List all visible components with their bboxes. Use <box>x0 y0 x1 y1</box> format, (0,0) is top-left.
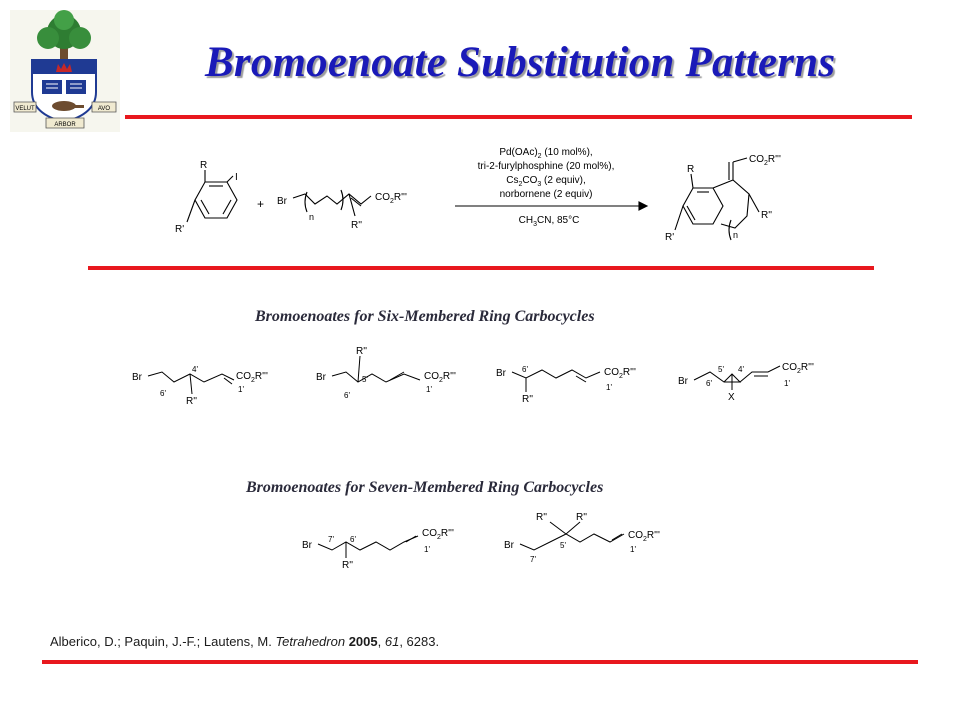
product-n: n <box>733 230 739 240</box>
svg-text:Br: Br <box>504 540 514 551</box>
svg-text:1': 1' <box>784 379 790 388</box>
svg-text:R'': R'' <box>536 512 548 523</box>
reaction-scheme <box>165 140 805 255</box>
product-ester: $CO_2R'''$ <box>749 154 781 167</box>
svg-text:CO2R''': $CO_2R'''$ <box>782 362 814 375</box>
product-r2: R'' <box>761 210 773 221</box>
reactant-i: I <box>235 172 238 183</box>
condition-line-4: norbornene (2 equiv) <box>499 189 593 200</box>
svg-text:5': 5' <box>362 375 368 384</box>
svg-text:7': 7' <box>530 555 536 564</box>
seven-bromoenoate-2 <box>500 508 690 578</box>
product-structure <box>665 154 781 243</box>
title-rule <box>125 115 912 119</box>
motto-bottom: ARBOR <box>54 122 76 128</box>
reactant-r: R <box>200 160 208 171</box>
svg-text:1': 1' <box>606 383 612 392</box>
svg-text:R'': R'' <box>356 346 368 357</box>
reactant-ester: $CO_2R'''$ <box>375 192 407 205</box>
svg-text:CO2R''': $CO_2R'''$ <box>422 528 454 541</box>
citation-journal: Tetrahedron <box>275 634 346 649</box>
reactant-r2: R'' <box>351 220 363 231</box>
citation: Alberico, D.; Paquin, J.-F.; Lautens, M. Tetrahedron 2005, 61, 6283. <box>50 634 440 649</box>
svg-text:Br: Br <box>496 368 506 379</box>
six-bromoenoate-1 <box>128 342 298 412</box>
six-bromoenoate-4 <box>676 342 856 412</box>
motto-right: AVO <box>97 106 111 112</box>
condition-solvent: $CH_3CN$, 85°C <box>518 215 580 228</box>
footer-rule <box>42 660 918 664</box>
arrowhead-icon <box>639 202 647 210</box>
citation-volume: 61 <box>384 634 400 649</box>
conditions-block <box>455 147 647 228</box>
condition-line-1: $Pd(OAc)_2$ (10 mol%), <box>499 147 593 160</box>
svg-text:1': 1' <box>426 385 432 394</box>
six-bromoenoate-2 <box>312 342 482 412</box>
svg-text:6': 6' <box>522 365 528 374</box>
svg-text:X: X <box>728 392 735 403</box>
svg-text:1': 1' <box>238 385 244 394</box>
svg-text:5': 5' <box>560 541 566 550</box>
citation-pages: , 6283. <box>399 634 440 649</box>
svg-text:5': 5' <box>718 365 724 374</box>
svg-text:Br: Br <box>678 376 688 387</box>
bromoenoate-structure <box>277 190 407 231</box>
svg-text:4': 4' <box>738 365 744 374</box>
reactant-r1: R' <box>175 224 185 235</box>
product-r: R <box>687 164 695 175</box>
reactant-br: Br <box>277 196 287 207</box>
svg-text:CO2R''': $CO_2R'''$ <box>236 371 268 384</box>
slide-title: Bromoenoate Substitution Patterns <box>205 39 836 86</box>
six-membered-heading: Bromoenoates for Six-Membered Ring Carbocycles <box>255 308 595 325</box>
condition-line-2: tri-2-furylphosphine (20 mol%), <box>477 161 615 172</box>
svg-text:6': 6' <box>350 535 356 544</box>
svg-text:7': 7' <box>328 535 334 544</box>
svg-text:1': 1' <box>630 545 636 554</box>
motto-left: VELUT <box>15 106 35 112</box>
plus-sign: + <box>257 197 265 211</box>
citation-authors: Alberico, D.; Paquin, J.-F.; Lautens, M. <box>50 634 276 649</box>
svg-text:Br: Br <box>316 372 326 383</box>
svg-text:R'': R'' <box>186 396 198 407</box>
svg-text:CO2R''': $CO_2R'''$ <box>424 371 456 384</box>
seven-bromoenoate-1 <box>298 514 478 584</box>
citation-year: 2005 <box>348 634 378 649</box>
svg-text:Br: Br <box>302 540 312 551</box>
svg-text:6': 6' <box>160 389 166 398</box>
six-bromoenoate-3 <box>492 342 662 412</box>
svg-text:R'': R'' <box>522 394 534 405</box>
svg-text:R'': R'' <box>576 512 588 523</box>
svg-text:6': 6' <box>344 391 350 400</box>
svg-text:CO2R''': $CO_2R'''$ <box>604 367 636 380</box>
aryl-iodide-structure <box>175 160 238 235</box>
reactant-n: n <box>309 212 315 222</box>
svg-text:CO2R''': $CO_2R'''$ <box>628 530 660 543</box>
svg-text:1': 1' <box>424 545 430 554</box>
product-r1: R' <box>665 232 675 243</box>
seven-membered-heading: Bromoenoates for Seven-Membered Ring Carbocycles <box>246 479 604 496</box>
svg-text:Br: Br <box>132 372 142 383</box>
svg-text:4': 4' <box>192 365 198 374</box>
svg-text:R'': R'' <box>342 560 354 571</box>
university-crest <box>10 10 120 132</box>
svg-text:6': 6' <box>706 379 712 388</box>
scheme-rule <box>88 266 874 270</box>
condition-line-3: $Cs_2CO_3$ (2 equiv), <box>506 175 586 188</box>
